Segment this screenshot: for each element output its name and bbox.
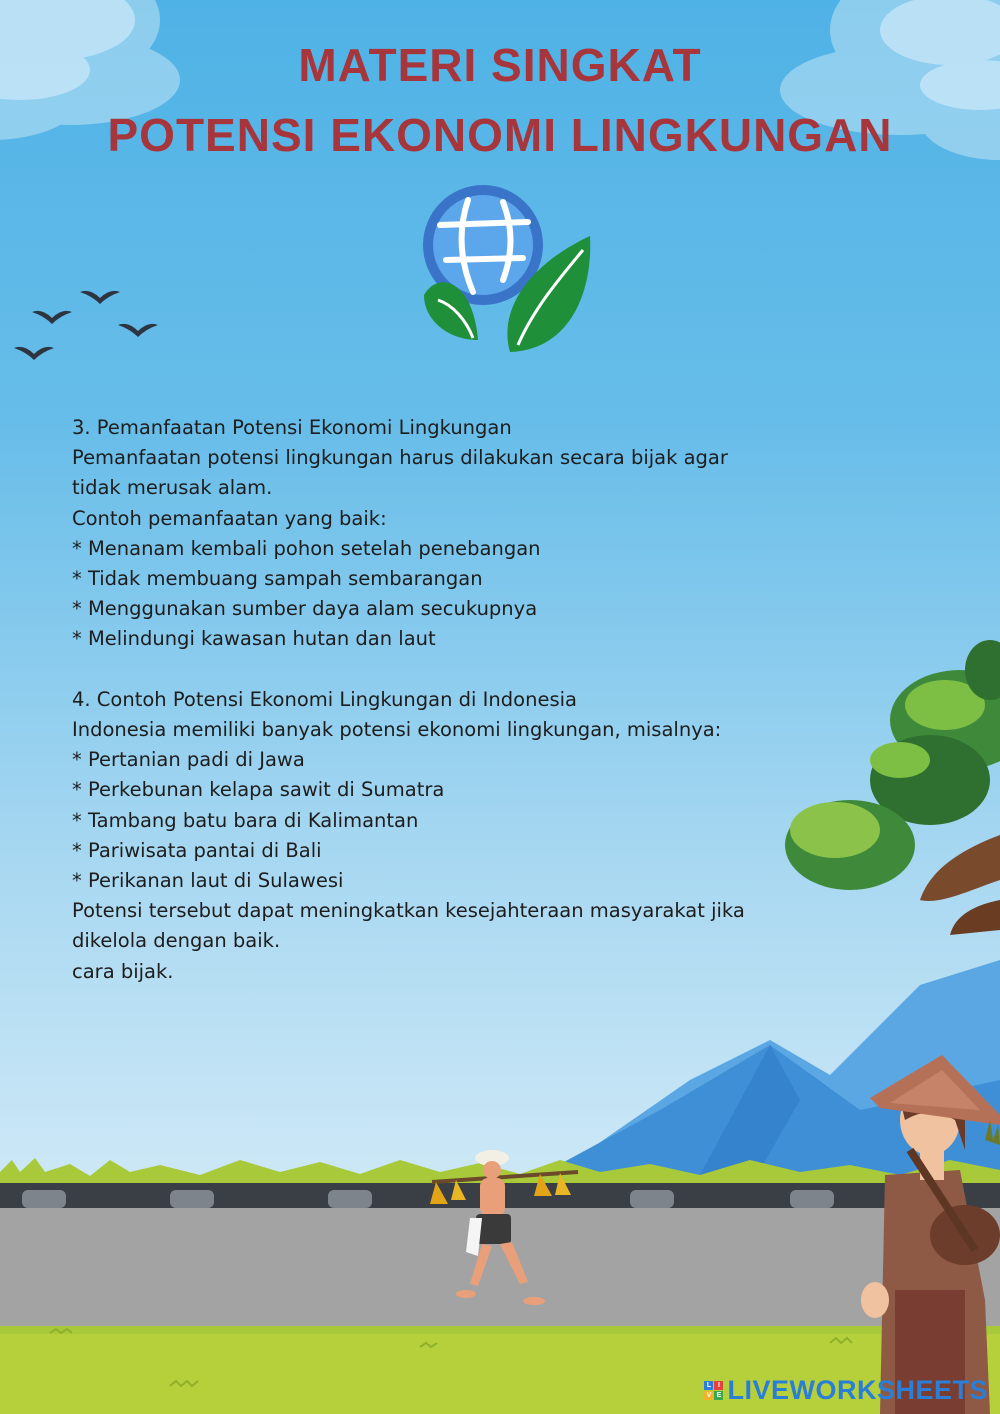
section3-intro-line1: Pemanfaatan potensi lingkungan harus dilakukan secara bijak agar xyxy=(72,446,728,470)
page-title-line1: MATERI SINGKAT xyxy=(298,39,702,91)
section3-heading: 3. Pemanfaatan Potensi Ekonomi Lingkungan xyxy=(72,416,512,439)
section4-closing-line2: dikelola dengan baik. xyxy=(72,929,281,953)
page-title-line2: POTENSI EKONOMI LINGKUNGAN xyxy=(107,109,893,161)
list-item: * Perkebunan kelapa sawit di Sumatra xyxy=(72,778,445,802)
main-content xyxy=(72,413,792,987)
list-item: * Pariwisata pantai di Bali xyxy=(72,838,322,862)
list-item: * Menggunakan sumber daya alam secukupnya xyxy=(72,597,538,621)
section4-intro: Indonesia memiliki banyak potensi ekonomi lingkungan, misalnya: xyxy=(72,718,722,742)
section3-intro-line2: tidak merusak alam. xyxy=(72,476,273,500)
list-item: * Tambang batu bara di Kalimantan xyxy=(72,808,419,832)
brand-text: LIVEWORKSHEETS xyxy=(727,1374,988,1405)
section-gap xyxy=(72,655,792,685)
list-item: * Menanam kembali pohon setelah penebangan xyxy=(72,536,541,560)
tree xyxy=(785,640,1000,935)
list-item: * Perikanan laut di Sulawesi xyxy=(72,869,344,893)
globe-leaf-icon xyxy=(418,180,598,360)
liveworksheets-logo-icon: L I V E xyxy=(704,1381,723,1400)
list-item: * Tidak membuang sampah sembarangan xyxy=(72,567,483,591)
section3-list-intro: Contoh pemanfaatan yang baik: xyxy=(72,506,387,530)
list-item: * Pertanian padi di Jawa xyxy=(72,748,305,772)
flying-birds-icon xyxy=(10,280,170,370)
section4-closing-line3: cara bijak. xyxy=(72,959,174,983)
liveworksheets-brand[interactable] xyxy=(704,1374,988,1406)
section4-closing-line1: Potensi tersebut dapat meningkatkan kesejahteraan masyarakat jika xyxy=(72,899,745,923)
list-item: * Melindungi kawasan hutan dan laut xyxy=(72,627,436,651)
section4-heading: 4. Contoh Potensi Ekonomi Lingkungan di Indonesia xyxy=(72,687,577,711)
